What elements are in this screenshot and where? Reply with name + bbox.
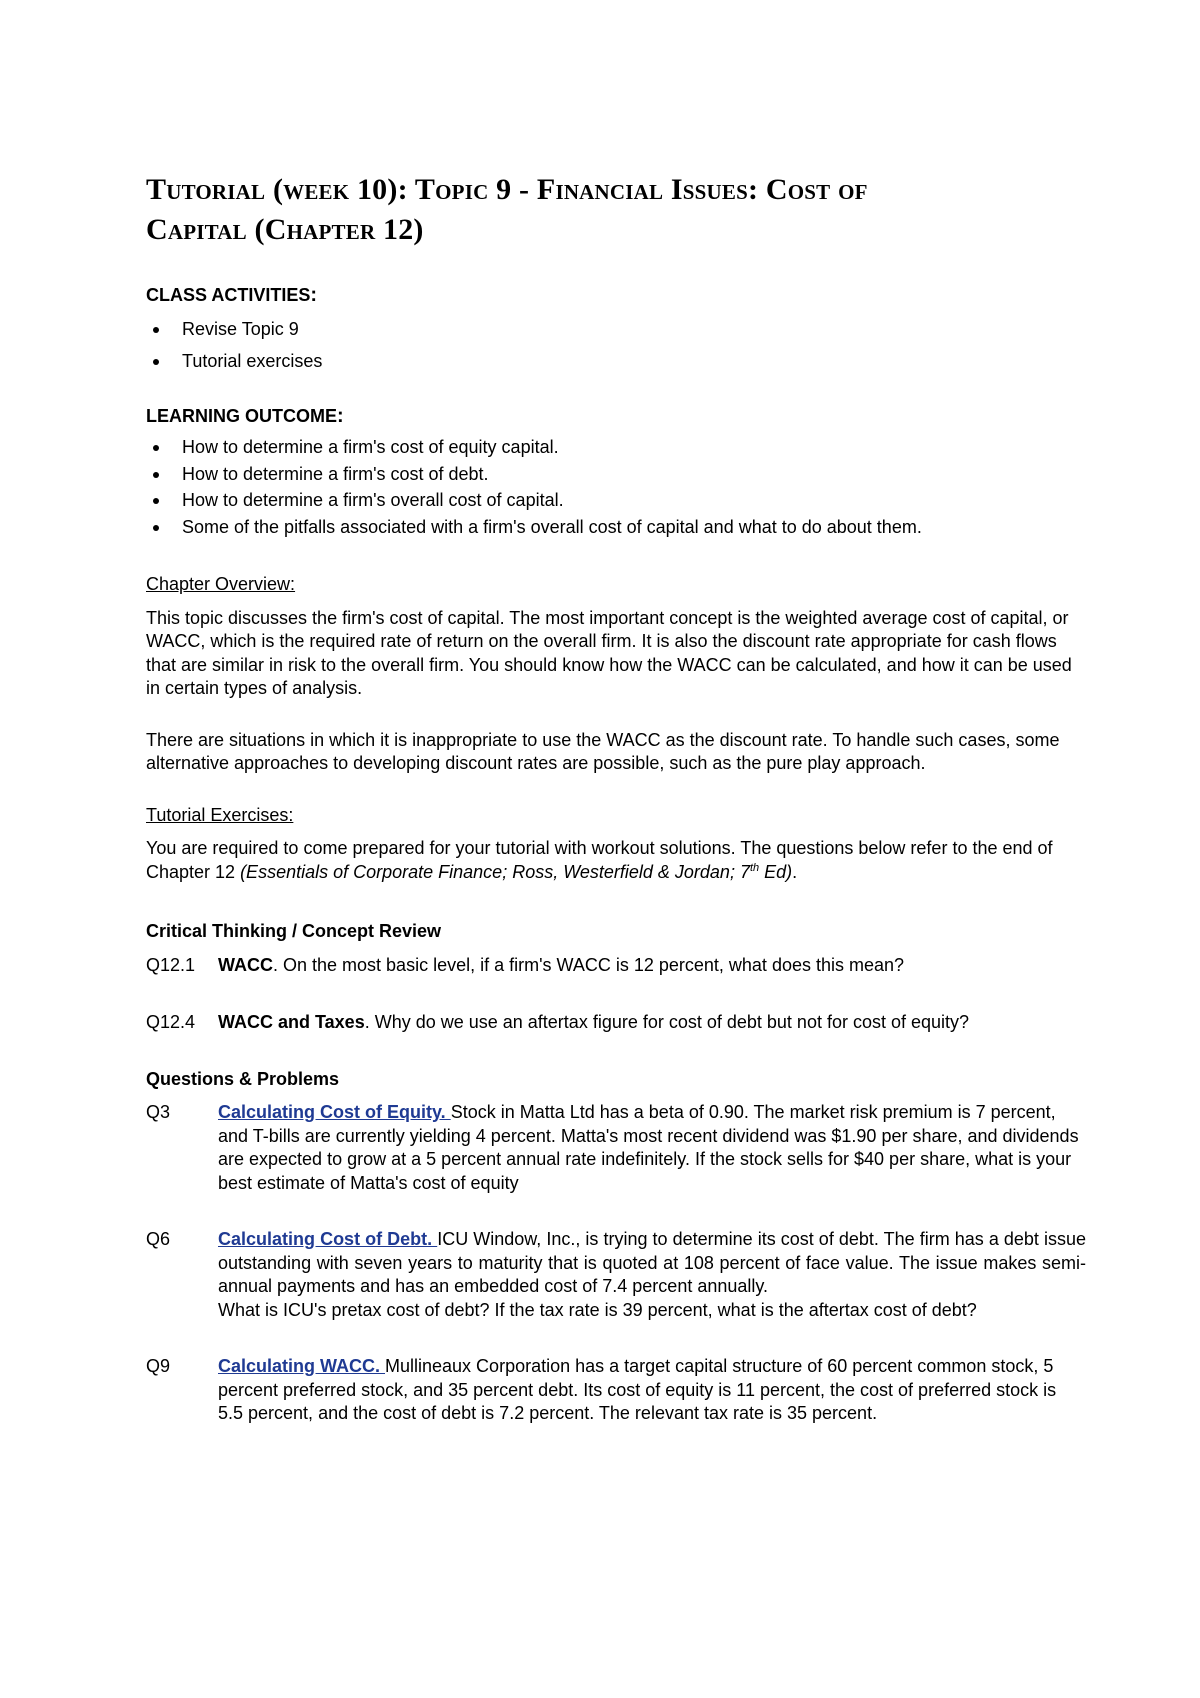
tutorial-exercises-paragraph <box>146 837 1086 884</box>
chapter-overview-paragraph-1: This topic discusses the firm's cost of capital. The most important concept is the weighted average cost of capital, or WACC, which is the required rate of return on the overall firm. It is also the discount rate appropriate for cash flows that are similar in risk to the overall firm. You should know how the WACC can be calculated, and how it can be used in certain types of analysis. <box>146 607 1072 698</box>
question-text-2: What is ICU's pretax cost of debt? If the tax rate is 39 percent, what is the aftertax cost of debt? <box>218 1299 977 1320</box>
list-item <box>146 463 1086 487</box>
bullet-icon <box>153 525 159 531</box>
title-line-2: Capital (Chapter 12) <box>146 213 424 246</box>
citation-superscript: th <box>749 861 760 874</box>
tutorial-exercises-heading: Tutorial Exercises: <box>146 804 294 825</box>
learning-outcome-heading-text: LEARNING OUTCOME <box>146 405 337 426</box>
question-number: Q6 <box>146 1229 171 1249</box>
question-text: ICU Window, Inc., is trying to determine its cost of debt. The firm has a debt issue outstanding with seven years to maturity that is quoted at 108 percent of face value. The issue makes semi-annual payments and has an embedded cost of 7.4 percent annually. <box>218 1229 1086 1296</box>
bullet-icon <box>153 359 159 365</box>
question-text: . On the most basic level, if a firm's WACC is 12 percent, what does this mean? <box>273 954 905 975</box>
question-q12-1 <box>146 954 1086 978</box>
tutorial-exercises-text: You are required to come prepared for your tutorial with workout solutions. The questions below refer to the end of Chapter 12 <box>146 838 1053 882</box>
list-item <box>146 350 1086 374</box>
chapter-overview-paragraph-2: There are situations in which it is inappropriate to use the WACC as the discount rate. To handle such cases, some alternative approaches to developing discount rates are possible, such as the pure play approach. <box>146 729 1060 773</box>
textbook-citation <box>240 862 792 882</box>
question-number: Q3 <box>146 1102 171 1122</box>
learning-outcome-heading: LEARNING OUTCOME: <box>146 404 344 427</box>
bullet-icon <box>153 498 159 504</box>
list-item-text: Some of the pitfalls associated with a firm's overall cost of capital and what to do about them. <box>182 516 922 537</box>
question-q3 <box>146 1101 1086 1195</box>
question-label: WACC <box>218 954 273 975</box>
list-item-text: Tutorial exercises <box>182 351 323 371</box>
question-text-block <box>218 1228 1086 1299</box>
list-item-text: Revise Topic 9 <box>182 318 299 339</box>
cost-of-debt-link[interactable]: Calculating Cost of Debt. <box>218 1229 438 1249</box>
list-item <box>146 318 1086 342</box>
cost-of-equity-link[interactable]: Calculating Cost of Equity. <box>218 1102 451 1122</box>
citation-text: (Essentials of Corporate Finance; Ross, Westerfield & Jordan; 7 <box>240 861 750 882</box>
document-content <box>146 170 1086 1426</box>
question-text: Stock in Matta Ltd has a beta of 0.90. The market risk premium is 7 percent, and T-bills are currently yielding 4 percent. Matta's most recent dividend was $1.90 per share, and dividends are expected to grow at a 5 percent annual rate indefinitely. If the stock sells for $40 per share, what is your best estimate of Matta's cost of equity <box>218 1102 1079 1193</box>
question-text: . Why do we use an aftertax figure for cost of debt but not for cost of equity? <box>364 1012 970 1032</box>
bullet-icon <box>153 445 159 451</box>
title-line-1: Tutorial (week 10): Topic 9 - Financial Issues: Cost of <box>146 173 868 206</box>
chapter-overview-heading: Chapter Overview: <box>146 574 296 594</box>
list-item-text: How to determine a firm's overall cost of capital. <box>182 490 564 510</box>
list-item-text: How to determine a firm's cost of debt. <box>182 463 489 484</box>
list-item <box>146 516 1086 540</box>
class-activities-list <box>146 318 1086 374</box>
questions-problems-heading: Questions & Problems <box>146 1068 340 1089</box>
question-q12-4 <box>146 1011 1086 1035</box>
question-q9 <box>146 1355 1086 1426</box>
list-item <box>146 489 1086 513</box>
learning-outcome-list <box>146 436 1086 539</box>
citation-end: Ed) <box>759 861 793 882</box>
tutorial-exercises-end: . <box>792 861 798 882</box>
question-label: WACC and Taxes <box>218 1012 365 1032</box>
bullet-icon <box>153 327 159 333</box>
list-item <box>146 436 1086 460</box>
bullet-icon <box>153 472 159 478</box>
wacc-link[interactable]: Calculating WACC. <box>218 1356 386 1376</box>
class-activities-heading-text: CLASS ACTIVITIES <box>146 285 311 305</box>
class-activities-heading: CLASS ACTIVITIES: <box>146 284 318 306</box>
critical-thinking-heading: Critical Thinking / Concept Review <box>146 921 442 941</box>
page-title <box>146 170 1086 250</box>
question-q6 <box>146 1228 1086 1322</box>
question-number: Q12.1 <box>146 954 196 975</box>
question-text: Mullineaux Corporation has a target capital structure of 60 percent common stock, 5 percent preferred stock, and 35 percent debt. Its cost of equity is 11 percent, the cost of preferred stock is 5.5 percent, and the cost of debt is 7.2 percent. The relevant tax rate is 35 percent. <box>218 1356 1057 1423</box>
question-number: Q9 <box>146 1356 171 1376</box>
list-item-text: How to determine a firm's cost of equity capital. <box>182 437 559 457</box>
question-number: Q12.4 <box>146 1012 196 1032</box>
